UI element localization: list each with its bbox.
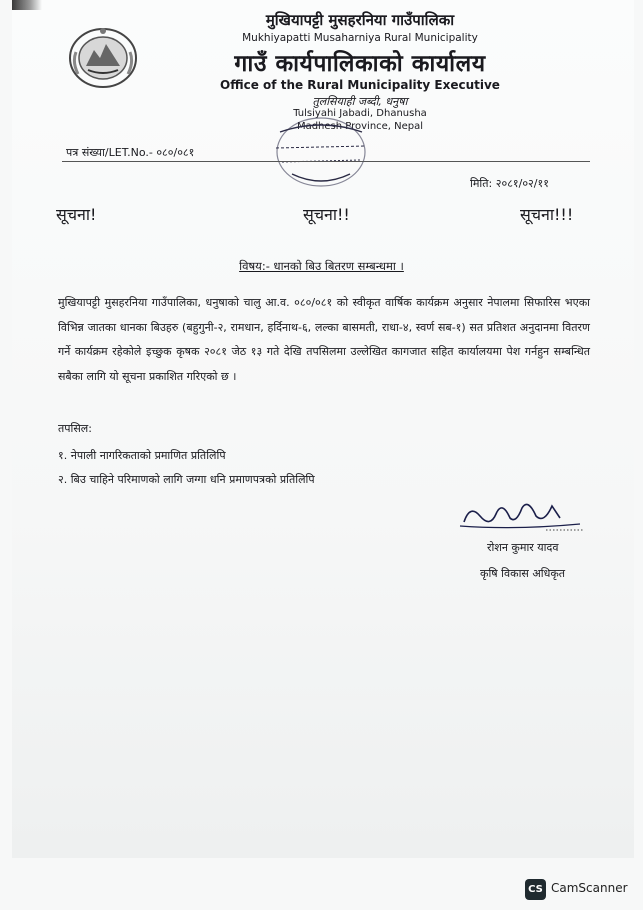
signatory-title: कृषि विकास अधिकृत bbox=[480, 567, 566, 580]
notice-label-3: सूचना!!! bbox=[520, 205, 574, 224]
schedule-item-1: १. नेपाली नागरिकताको प्रमाणित प्रतिलिपि bbox=[58, 449, 226, 462]
address-en: Tulsiyahi Jabadi, Dhanusha bbox=[293, 108, 427, 119]
nepal-emblem-icon bbox=[64, 22, 142, 92]
office-name-np: गाउँ कार्यपालिकाको कार्यालय bbox=[234, 51, 486, 77]
letter-reference-number: पत्र संख्या/LET.No.- ०८०/०८१ bbox=[66, 146, 195, 159]
camscanner-watermark: CamScanner bbox=[551, 881, 628, 895]
province-line: Madhesh Province, Nepal bbox=[296, 121, 424, 132]
camscanner-logo-icon: CS bbox=[525, 879, 546, 900]
schedule-heading: तपसिल: bbox=[58, 422, 92, 435]
address-np: तुलसियाही जब्दी, धनुषा bbox=[312, 95, 408, 108]
scan-corner-shadow bbox=[12, 0, 42, 10]
header-divider bbox=[62, 161, 590, 162]
notice-label-1: सूचना! bbox=[56, 205, 97, 224]
handwritten-signature bbox=[456, 494, 586, 538]
municipality-name-np: मुखियापट्टी मुसहरनिया गाउँपालिका bbox=[265, 11, 455, 29]
letter-date: मिति: २०८१/०२/११ bbox=[470, 177, 549, 190]
subject-line bbox=[0, 259, 643, 274]
office-name-en: Office of the Rural Municipality Executive bbox=[220, 78, 500, 92]
notice-body: मुखियापट्टी मुसहरनिया गाउँपालिका, धनुषाको चालु आ.व. ०८०/०८१ को स्वीकृत वार्षिक कार्यक्रम अनुसार नेपालमा सिफारिस भएका विभिन्न जातका धानका बिउहरु (बहुगुनी-२, रामधान, हर्दिनाथ-६, लल्का बासमती, राधा-४, स्वर्ण सब-१) सत प्रतिशत अनुदानमा वितरण गर्ने कार्यक्रम रहेकोले इच्छुक कृषक २०८१ जेठ १३ गते देखि तपसिलमा उल्लेखित कागजात सहित कार्यालयमा पेश गर्नहुन सम्बन्धित सबैका लागि यो सूचना प्रकाशित गरिएको छ । bbox=[58, 296, 590, 383]
office-stamp-icon bbox=[262, 112, 380, 192]
schedule-item-2: २. बिउ चाहिने परिमाणको लागि जग्गा धनि प्रमाणपत्रको प्रतिलिपि bbox=[58, 473, 315, 486]
subject-text: विषय:- धानको बिउ बितरण सम्बन्धमा । bbox=[239, 259, 404, 273]
municipality-name-en: Mukhiyapatti Musaharniya Rural Municipality bbox=[242, 32, 478, 44]
notice-label-2: सूचना!! bbox=[303, 205, 350, 224]
signatory-name: रोशन कुमार यादव bbox=[487, 541, 559, 554]
